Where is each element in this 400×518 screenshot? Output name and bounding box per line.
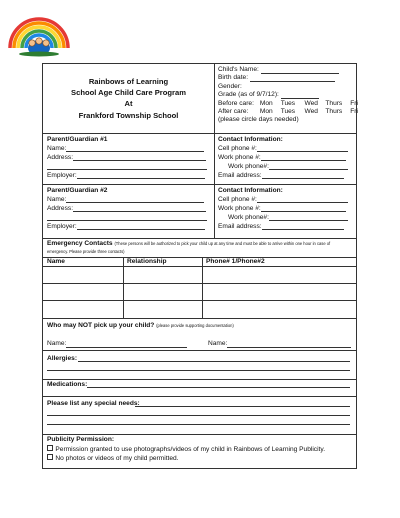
child-info (218, 66, 358, 125)
guardian1-work2-field[interactable] (269, 163, 348, 170)
guardian2-work1-field[interactable] (261, 205, 346, 212)
guardian1-address-line2[interactable] (47, 163, 207, 170)
medications-label: Medications: (47, 381, 88, 388)
guardian1-cell-field[interactable] (257, 145, 348, 152)
not-pickup-name1-field[interactable] (66, 341, 187, 348)
grade-label: Grade (as of 9/7/12): (218, 91, 279, 99)
allergies-line2[interactable] (47, 370, 350, 371)
emergency-col-relationship: Relationship (127, 258, 167, 265)
after-day-fri[interactable]: Fri (350, 107, 358, 115)
emergency-row-3[interactable] (43, 318, 356, 319)
after-day-mon[interactable]: Mon (259, 107, 273, 115)
emergency-col-phone: Phone# 1/Phone#2 (206, 258, 265, 265)
gender-label: Gender: (218, 82, 242, 90)
grade-field[interactable] (281, 92, 319, 99)
not-pickup-note: (please provide supporting documentation) (156, 323, 234, 328)
enrollment-form: Rainbows of Learning School Age Child Care Program At Frankford Township School Child's Name: Birth date: Gender: Grade (as of 9/7/12): Before care: Mon Tues Wed Thurs Fri After care: Mon Tues Wed Thurs Fri (please circle days needed) Parent/Guardian #1 Name: Address: Employer: Contact Information: Cell phone #: Work phone #: Work phone#: Email address: Parent/Guardian #2 Name: Address: Employer: Contact Information: Cell phone #: Work phone #: Work phone#: Email address: Emergency Contacts (These persons will be authorized to pick your child up at any time and must be able to arrive within one hour in case of emergency. Please provide three contacts) Name Relationship Phone# 1/Phone#2 Who may NOT pick up your child? (please provide supporting documentation) Name: Name: Allergies: Medications: Please list any special needs: Publicity Permission: Permission granted to use photographs/videos of my child in Rainbows of Learning Publicity. No photos or videos of my child permitted. (42, 63, 357, 469)
before-day-wed[interactable]: Wed (304, 99, 318, 107)
publicity-permit-checkbox[interactable] (47, 445, 53, 451)
guardian1-heading: Parent/Guardian #1 (47, 136, 108, 143)
guardian2-cell-field[interactable] (257, 196, 348, 203)
guardian1-work1-field[interactable] (261, 154, 346, 161)
allergies-field[interactable] (78, 361, 350, 362)
publicity-deny-checkbox[interactable] (47, 454, 53, 460)
guardian2-address-line2[interactable] (47, 214, 207, 221)
guardian2-heading: Parent/Guardian #2 (47, 187, 108, 194)
guardian1-contact: Contact Information: Cell phone #: Work phone #: Work phone#: Email address: (218, 136, 348, 180)
publicity-heading: Publicity Permission: (47, 436, 115, 443)
guardian1-email-field[interactable] (262, 172, 344, 179)
guardian2-name-field[interactable] (66, 196, 204, 203)
emergency-note: (These persons will be authorized to pick your child up at any time and must be able to arrive within one hour in case of emergency. Please provide three contacts) (47, 241, 331, 254)
before-day-thurs[interactable]: Thurs (325, 99, 343, 107)
child-name-field[interactable] (261, 67, 339, 74)
not-pickup-heading-block (47, 322, 234, 330)
guardian1-name-field[interactable] (66, 145, 204, 152)
guardian1-section: Parent/Guardian #1 Name: Address: Employer: (47, 136, 207, 180)
after-care-row: After care: Mon Tues Wed Thurs Fri (218, 107, 358, 115)
before-day-mon[interactable]: Mon (259, 99, 273, 107)
emergency-heading: Emergency Contacts (47, 240, 113, 247)
guardian2-work2-field[interactable] (269, 214, 348, 221)
special-needs-line3[interactable] (47, 424, 350, 425)
special-needs-label: Please list any special needs: (47, 400, 140, 407)
after-day-wed[interactable]: Wed (304, 107, 318, 115)
rainbow-logo-icon (6, 16, 72, 58)
special-needs-field[interactable] (135, 406, 350, 407)
form-title: Rainbows of Learning School Age Child Care Program At Frankford Township School (71, 77, 186, 120)
guardian1-employer-field[interactable] (77, 172, 205, 179)
guardian2-address-field[interactable] (73, 205, 206, 212)
after-day-tues[interactable]: Tues (280, 107, 296, 115)
not-pickup-name2-field[interactable] (227, 341, 351, 348)
circle-note: (please circle days needed) (218, 116, 299, 124)
emergency-col-name: Name (47, 258, 65, 265)
guardian2-section: Parent/Guardian #2 Name: Address: Employer: (47, 187, 207, 231)
allergies-label: Allergies: (47, 355, 78, 362)
medications-field[interactable] (87, 387, 350, 388)
before-day-tues[interactable]: Tues (280, 99, 296, 107)
guardian2-email-field[interactable] (262, 223, 344, 230)
guardian1-address-field[interactable] (73, 154, 206, 161)
emergency-row-1[interactable] (43, 283, 356, 284)
birth-date-field[interactable] (250, 75, 335, 82)
publicity-section (47, 436, 325, 463)
before-care-row: Before care: Mon Tues Wed Thurs Fri (218, 99, 358, 107)
before-day-fri[interactable]: Fri (350, 99, 358, 107)
emergency-heading-block (47, 240, 352, 255)
guardian2-contact: Contact Information: Cell phone #: Work phone #: Work phone#: Email address: (218, 187, 348, 231)
special-needs-line2[interactable] (47, 415, 350, 416)
emergency-row-2[interactable] (43, 300, 356, 301)
after-day-thurs[interactable]: Thurs (325, 107, 343, 115)
birth-date-label: Birth date: (218, 74, 249, 82)
child-name-label: Child's Name: (218, 66, 259, 73)
not-pickup-heading: Who may NOT pick up your child? (47, 322, 155, 329)
guardian2-employer-field[interactable] (77, 223, 205, 230)
publicity-permit-label: Permission granted to use photographs/videos of my child in Rainbows of Learning Publicity. (55, 445, 326, 453)
publicity-deny-label: No photos or videos of my child permitted. (55, 454, 179, 462)
